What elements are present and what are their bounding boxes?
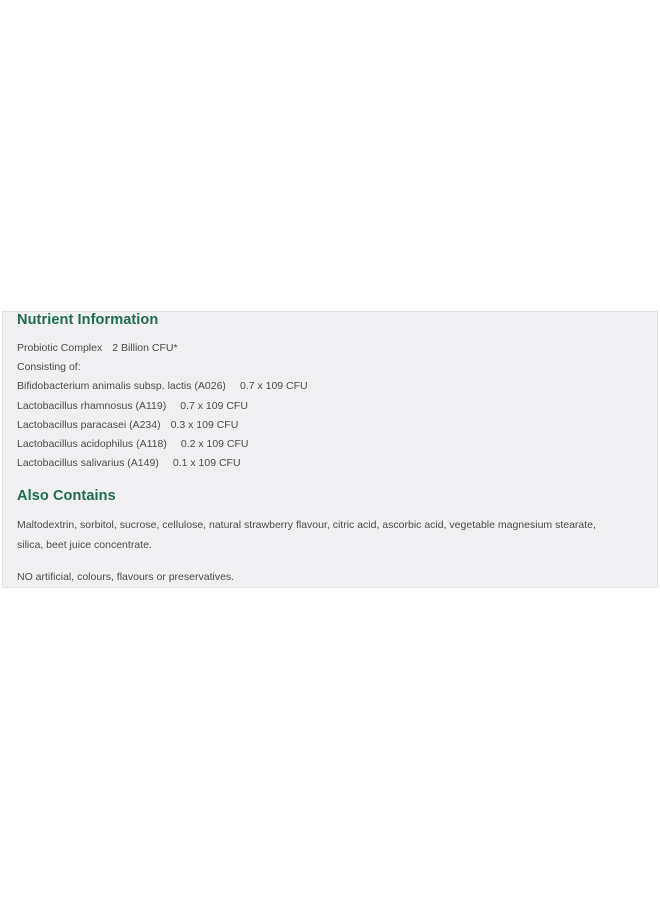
complex-label: Probiotic Complex — [17, 342, 103, 354]
strain-name: Lactobacillus paracasei (A234) — [17, 419, 161, 431]
ingredients-line-2: silica, beet juice concentrate. — [17, 539, 152, 551]
strain-row — [17, 457, 241, 469]
consisting-label: Consisting of: — [17, 361, 81, 373]
strain-row — [17, 438, 249, 450]
strain-amount: 0.7 x 109 CFU — [180, 400, 248, 412]
strain-row — [17, 400, 248, 412]
ingredients-line-1: Maltodextrin, sorbitol, sucrose, cellulose, natural strawberry flavour, citric acid, ascorbic acid, vegetable magnesium stearate, — [17, 519, 596, 531]
no-artificial-note: NO artificial, colours, flavours or preservatives. — [17, 571, 235, 583]
complex-value: 2 Billion CFU* — [112, 342, 178, 354]
strain-amount: 0.2 x 109 CFU — [180, 438, 249, 450]
strain-amount: 0.7 x 109 CFU — [239, 380, 308, 392]
nutrient-information-heading: Nutrient Information — [17, 312, 159, 328]
strain-row — [17, 380, 308, 392]
strain-name: Lactobacillus rhamnosus (A119) — [17, 400, 167, 412]
strain-row — [17, 419, 238, 431]
strain-amount: 0.1 x 109 CFU — [172, 457, 241, 469]
probiotic-complex-row — [17, 342, 178, 354]
strain-name: Bifidobacterium animalis subsp. lactis (A026) — [17, 380, 226, 392]
strain-name: Lactobacillus acidophilus (A118) — [17, 438, 167, 450]
also-contains-heading: Also Contains — [17, 488, 116, 504]
strain-name: Lactobacillus salivarius (A149) — [17, 457, 159, 469]
strain-amount: 0.3 x 109 CFU — [170, 419, 239, 431]
nutrient-panel — [2, 311, 658, 588]
